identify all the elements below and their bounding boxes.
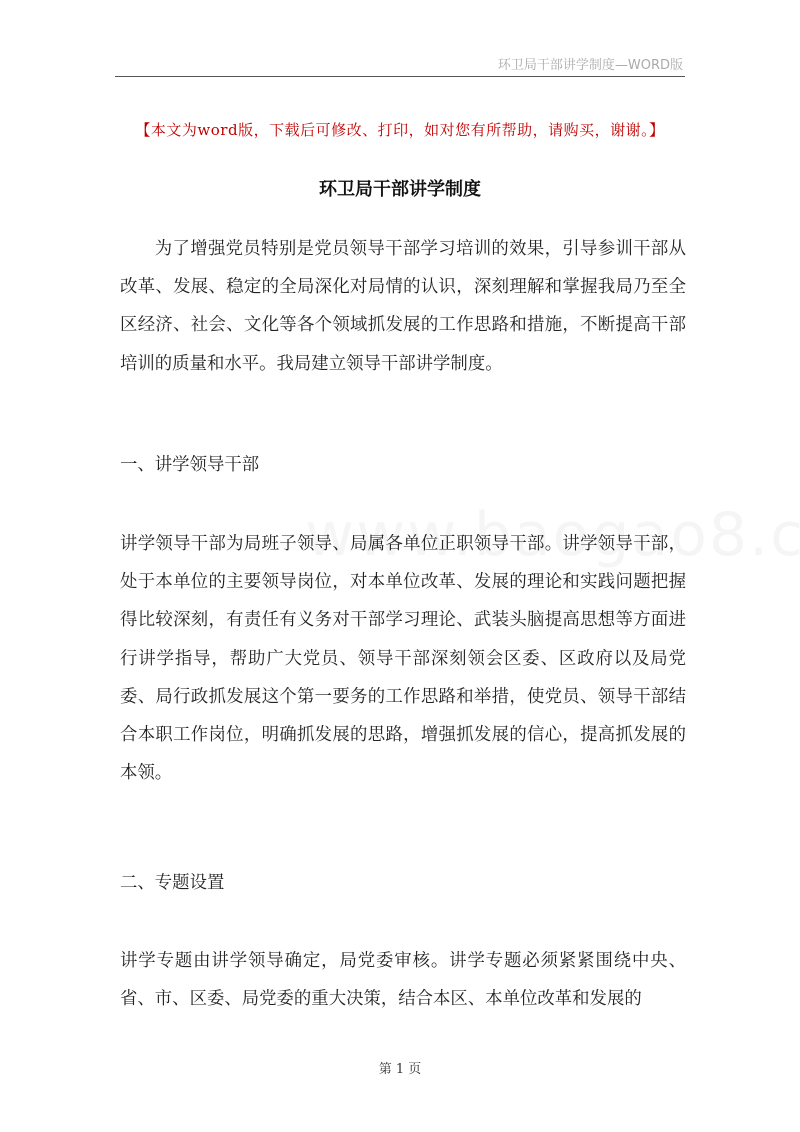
running-header: 环卫局干部讲学制度—WORD版 [497, 58, 683, 73]
document-title: 环卫局干部讲学制度 [319, 179, 481, 200]
intro-paragraph: 为了增强党员特别是党员领导干部学习培训的效果，引导参训干部从改革、发展、稳定的全局深化对局情的认识，深刻理解和掌握我局乃至全区经济、社会、文化等各个领域抓发展的工作思路和措施，不断提高干部培训的质量和水平。我局建立领导干部讲学制度。 [120, 239, 686, 374]
section-heading-2: 二、专题设置 [120, 873, 225, 893]
purchase-notice: 【本文为word版，下载后可修改、打印，如对您有所帮助，请购买，谢谢。】 [135, 121, 665, 139]
page-number: 第 1 页 [378, 1062, 422, 1077]
header-rule [115, 76, 685, 77]
section-body-2: 讲学专题由讲学领导确定，局党委审核。讲学专题必须紧紧围绕中央、省、市、区委、局党委的重大决策，结合本区、本单位改革和发展的 [120, 951, 686, 1010]
section-body-1: 讲学领导干部为局班子领导、局属各单位正职领导干部。讲学领导干部，处于本单位的主要领导岗位，对本单位改革、发展的理论和实践问题把握得比较深刻，有责任有义务对干部学习理论、武装头脑提高思想等方面进行讲学指导，帮助广大党员、领导干部深刻领会区委、区政府以及局党委、局行政抓发展这个第一要务的工作思路和举措，使党员、领导干部结合本职工作岗位，明确抓发展的思路，增强抓发展的信心，提高抓发展的本领。 [120, 534, 686, 784]
section-heading-1: 一、讲学领导干部 [120, 455, 260, 475]
